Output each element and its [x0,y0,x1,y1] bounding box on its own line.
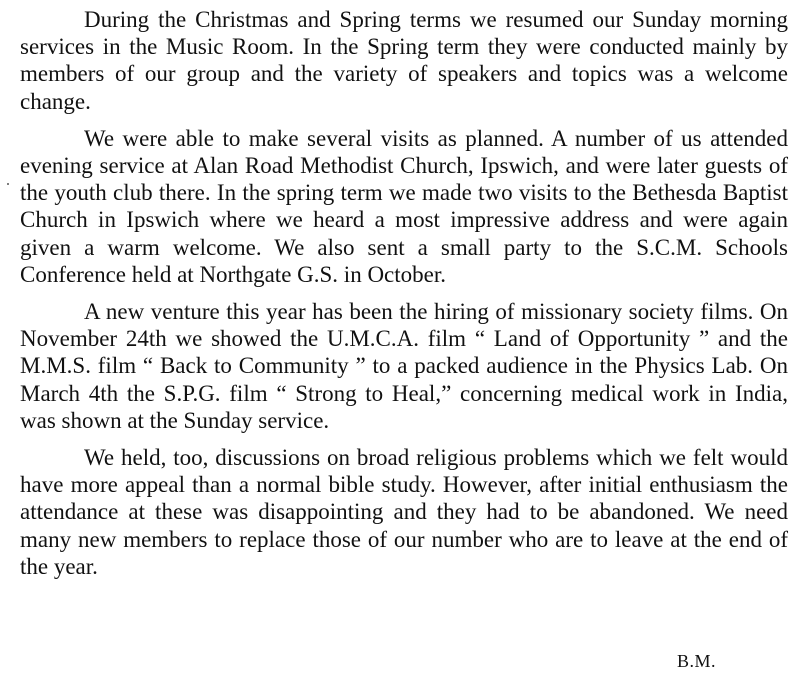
article-body [20,6,788,590]
author-initials: B.M. [676,651,716,671]
paragraph-services: During the Christmas and Spring terms we resumed our Sunday morning services in the Music Room. In the Spring term they were conducted mainly by members of our group and the variety of speakers and topics was a welcome change. [20,7,788,114]
paragraph-visits: We were able to make several visits as planned. A number of us attended evening service at Alan Road Methodist Church, Ipswich, and were later guests of the youth club there. In the spring term we made two visits to the Bethesda Baptist Church in Ipswich where we heard a most impressive address and were again given a warm welcome. We also sent a small party to the S.C.M. Schools Conference held at Northgate G.S. in October. [20,125,788,287]
paragraph-films: A new venture this year has been the hiring of missionary society films. On November 24th we showed the U.M.C.A. film “ Land of Opportunity ” and the M.M.S. film “ Back to Community ” to a packed audience in the Physics Lab. On March 4th the S.P.G. film “ Strong to Heal,” concerning medical work in India, was shown at the Sunday service. [20,299,788,433]
paragraph-discussions: We held, too, discussions on broad religious problems which we felt would have more appeal than a normal bible study. However, after initial enthusiasm the attendance at these was disappointing and they had to be abandoned. We need many new members to replace those of our number who are to leave at the end of the year. [20,445,788,579]
print-speck [7,183,9,185]
